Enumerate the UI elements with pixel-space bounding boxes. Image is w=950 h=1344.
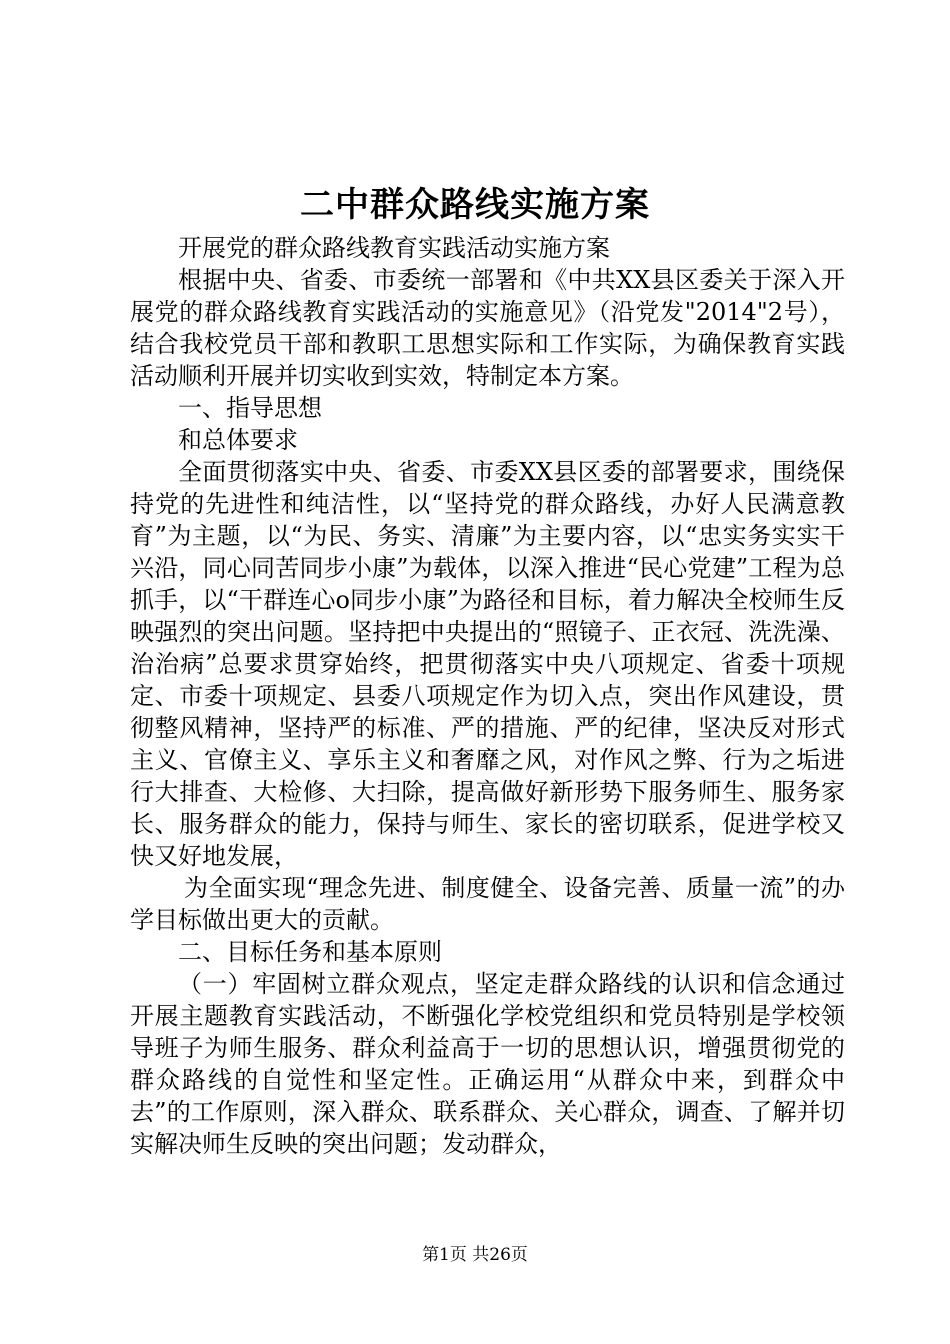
page-number: 第1页 共26页: [422, 1245, 528, 1265]
paragraph-section-one: （一）牢固树立群众观点，坚定走群众路线的认识和信念通过开展主题教育实践活动，不断强化学校党组织和党员特别是学校领导班子为师生服务、群众利益高于一切的思想认识，增强贯彻党的群众路线的自觉性和坚定性。正确运用“从群众中来，到群众中去”的工作原则，深入群众、联系群众、关心群众，调查、了解并切实解决师生反映的突出问题；发动群众，: [130, 970, 845, 1158]
paragraph-intro: 根据中央、省委、市委统一部署和《中共XX县区委关于深入开展党的群众路线教育实践活动的实施意见》（沿党发"2014"2号），结合我校党员干部和教职工思想实际和工作实际，为确保教育实践活动顺利开展并切实收到实效，特制定本方案。: [130, 266, 845, 390]
heading-overall-requirements: 和总体要求: [178, 426, 298, 454]
heading-targets-principles: 二、目标任务和基本原则: [178, 938, 442, 966]
document-title: 二中群众路线实施方案: [300, 185, 650, 225]
heading-guiding-thought: 一、指导思想: [178, 394, 322, 422]
document-body: [130, 232, 845, 1160]
paragraph-subtitle: 开展党的群众路线教育实践活动实施方案: [178, 234, 610, 262]
paragraph-goal: 为全面实现“理念先进、制度健全、设备完善、质量一流”的办学目标做出更大的贡献。: [130, 874, 845, 934]
paragraph-requirements: 全面贯彻落实中央、省委、市委XX县区委的部署要求，围绕保持党的先进性和纯洁性，以“坚持党的群众路线，办好人民满意教育”为主题，以“为民、务实、清廉”为主要内容，以“忠实务实实干兴沿，同心同苦同步小康”为载体，以深入推进“民心党建”工程为总抓手，以“干群连心o同步小康”为路径和目标，着力解决全校师生反映强烈的突出问题。坚持把中央提出的“照镜子、正衣冠、洗洗澡、治治病”总要求贯穿始终，把贯彻落实中央八项规定、省委十项规定、市委十项规定、县委八项规定作为切入点，突出作风建设，贯彻整风精神，坚持严的标准、严的措施、严的纪律，坚决反对形式主义、官僚主义、享乐主义和奢靡之风，对作风之弊、行为之垢进行大排查、大检修、大扫除，提高做好新形势下服务师生、服务家长、服务群众的能力，保持与师生、家长的密切联系，促进学校又快又好地发展，: [130, 458, 845, 870]
